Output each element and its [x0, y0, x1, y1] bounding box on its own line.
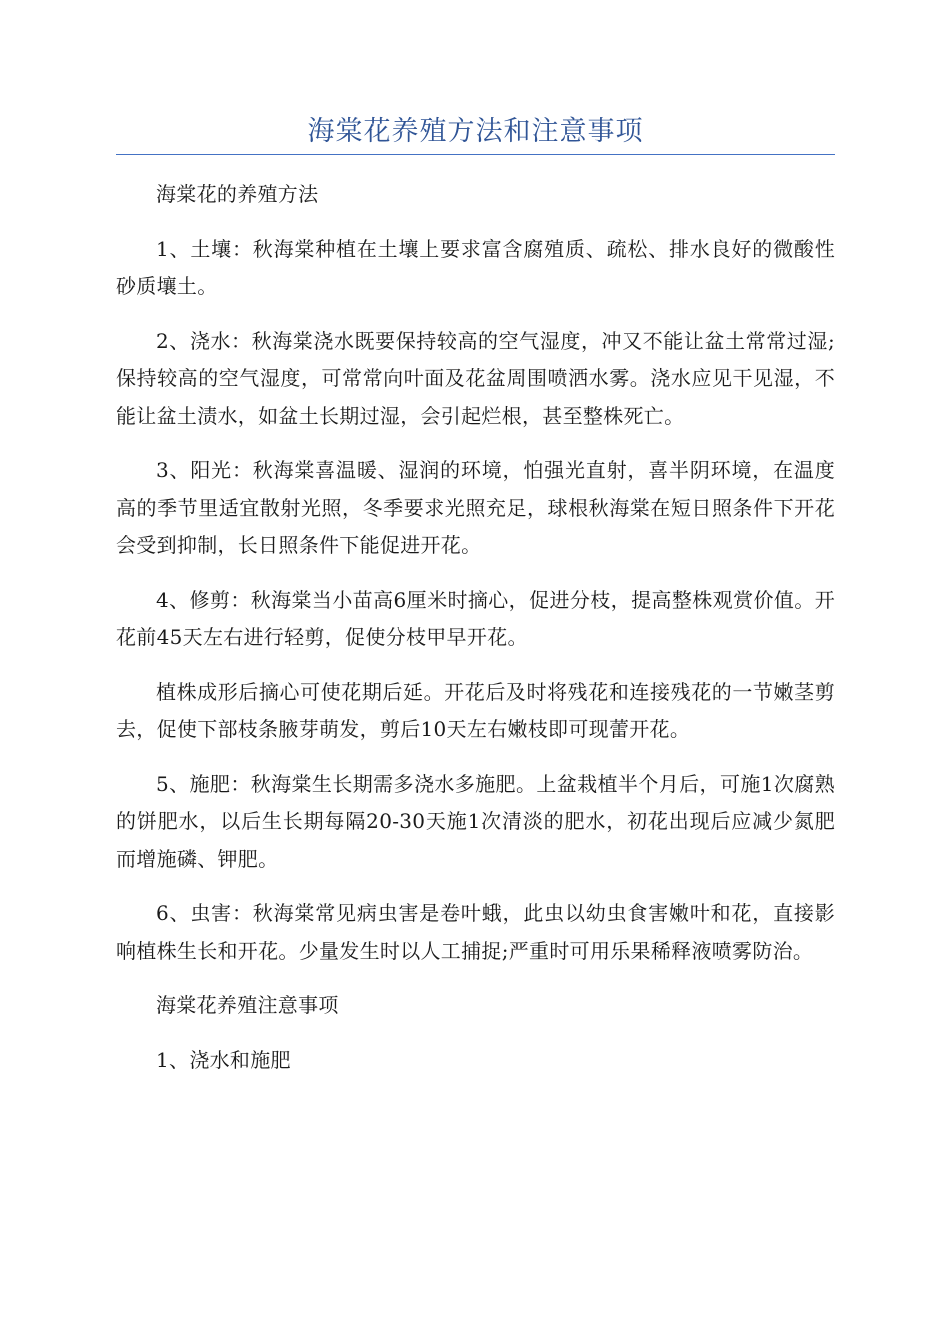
document-body	[116, 176, 835, 1096]
paragraph-soil: 1、土壤：秋海棠种植在土壤上要求富含腐殖质、疏松、排水良好的微酸性砂质壤土。	[116, 236, 835, 298]
section-heading-methods: 海棠花的养殖方法	[156, 182, 319, 206]
paragraph-pruning: 4、修剪：秋海棠当小苗高6厘米时摘心，促进分枝，提高整株观赏价值。开花前45天左右进行轻剪，促使分枝甲早开花。	[116, 587, 835, 649]
paragraph-pests: 6、虫害：秋海棠常见病虫害是卷叶蛾，此虫以幼虫食害嫩叶和花，直接影响植株生长和开花。少量发生时以人工捕捉;严重时可用乐果稀释液喷雾防治。	[116, 901, 835, 963]
paragraph-sunlight: 3、阳光：秋海棠喜温暖、湿润的环境，怕强光直射，喜半阴环境，在温度高的季节里适宜散射光照，冬季要求光照充足，球根秋海棠在短日照条件下开花会受到抑制，长日照条件下能促进开花。	[116, 458, 835, 557]
title-underline	[116, 154, 835, 155]
paragraph-watering: 2、浇水：秋海棠浇水既要保持较高的空气湿度，冲又不能让盆土常常过湿;保持较高的空气湿度，可常常向叶面及花盆周围喷洒水雾。浇水应见干见湿，不能让盆土渍水，如盆土长期过湿，会引起烂根，甚至整株死亡。	[116, 328, 835, 428]
paragraph-note-watering: 1、浇水和施肥	[156, 1047, 291, 1072]
paragraph-pruning-continued: 植株成形后摘心可使花期后延。开花后及时将残花和连接残花的一节嫩茎剪去，促使下部枝条腋芽萌发，剪后10天左右嫩枝即可现蕾开花。	[116, 679, 835, 741]
document-title: 海棠花养殖方法和注意事项	[307, 116, 644, 147]
section-heading-notes: 海棠花养殖注意事项	[156, 993, 339, 1017]
paragraph-fertilizing: 5、施肥：秋海棠生长期需多浇水多施肥。上盆栽植半个月后，可施1次腐熟的饼肥水，以后生长期每隔20-30天施1次清淡的肥水，初花出现后应减少氮肥而增施磷、钾肥。	[116, 771, 835, 871]
